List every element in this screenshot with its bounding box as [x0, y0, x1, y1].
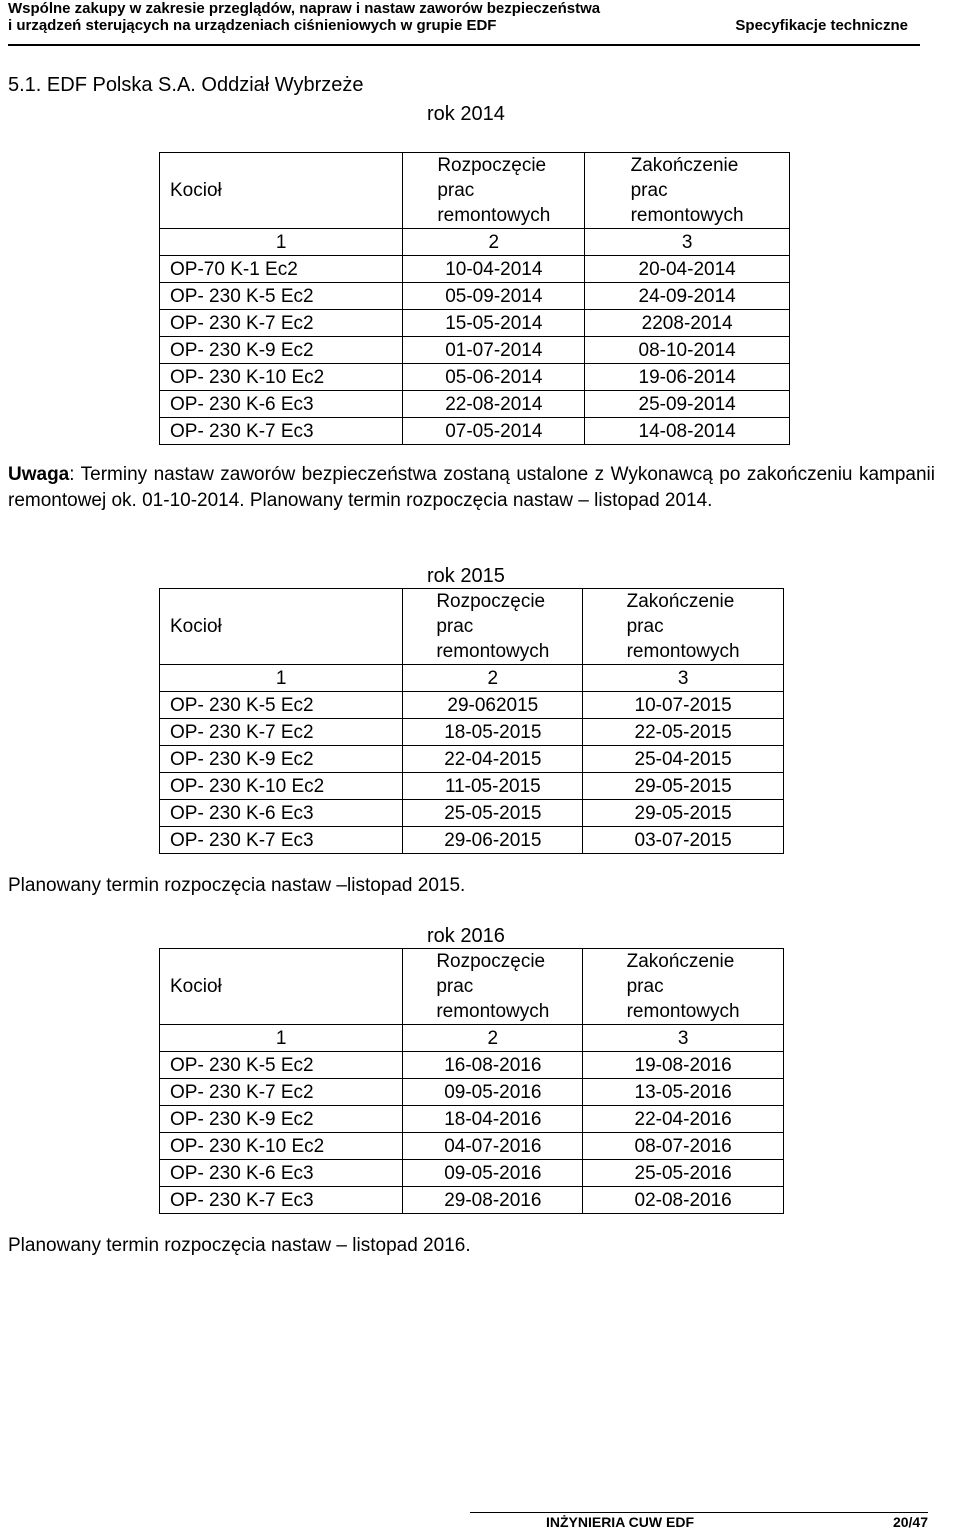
- table-row: [160, 256, 790, 283]
- header-row: [160, 949, 784, 1025]
- table-row: [160, 364, 790, 391]
- year-label-2015: rok 2015: [427, 565, 505, 587]
- column-number: 1: [160, 229, 403, 256]
- boiler-cell: OP- 230 K-9 Ec2: [160, 1106, 403, 1133]
- boiler-cell: OP- 230 K-5 Ec2: [160, 283, 403, 310]
- note-text: : Terminy nastaw zaworów bezpieczeństwa zostaną ustalone z Wykonawcą po zakończeniu kampanii remontowej ok. 01-10-2014. Planowany termin rozpoczęcia nastaw – listopad 2014.: [8, 464, 935, 511]
- header-text-line: prac: [436, 616, 474, 637]
- section-title: 5.1. EDF Polska S.A. Oddział Wybrzeże: [8, 74, 364, 96]
- end-date-cell: 19-08-2016: [583, 1052, 784, 1079]
- column-header-kociol: Kocioł: [160, 153, 403, 229]
- end-date-cell: 25-04-2015: [583, 746, 784, 773]
- page-footer: [0, 1512, 960, 1531]
- start-date-cell: 09-05-2016: [403, 1160, 583, 1187]
- plan-note-2016: Planowany termin rozpoczęcia nastaw – listopad 2016.: [8, 1235, 471, 1256]
- end-date-cell: 2208-2014: [585, 310, 790, 337]
- header-text-line: Rozpoczęcie: [436, 591, 546, 612]
- boiler-cell: OP- 230 K-10 Ec2: [160, 1133, 403, 1160]
- start-date-cell: 05-06-2014: [403, 364, 585, 391]
- column-number: 1: [160, 665, 403, 692]
- start-date-cell: 29-08-2016: [403, 1187, 583, 1214]
- boiler-cell: OP- 230 K-5 Ec2: [160, 1052, 403, 1079]
- footer-label: INŻYNIERIA CUW EDF: [545, 1514, 695, 1530]
- header-text-stack: [436, 949, 549, 1024]
- header-text-line: prac: [626, 616, 664, 637]
- boiler-cell: OP- 230 K-5 Ec2: [160, 692, 403, 719]
- header-text-stack: [437, 153, 550, 228]
- start-date-cell: 18-05-2015: [403, 719, 583, 746]
- header-title-line2: i urządzeń sterujących na urządzeniach ciśnieniowych w grupie EDF: [8, 17, 497, 34]
- column-header-kociol: Kocioł: [160, 589, 403, 665]
- column-number: 2: [403, 1025, 583, 1052]
- note-paragraph: [8, 462, 935, 514]
- header-text-stack: [627, 589, 740, 664]
- page-number: 20/47: [892, 1514, 928, 1530]
- header-text-line: remontowych: [626, 1001, 740, 1022]
- header-text-line: Rozpoczęcie: [436, 951, 546, 972]
- header-text-line: remontowych: [437, 205, 551, 226]
- start-date-cell: 11-05-2015: [403, 773, 583, 800]
- table-row: [160, 1133, 784, 1160]
- boiler-cell: OP- 230 K-6 Ec3: [160, 800, 403, 827]
- end-date-cell: 03-07-2015: [583, 827, 784, 854]
- column-number: 1: [160, 1025, 403, 1052]
- start-date-cell: 07-05-2014: [403, 418, 585, 445]
- start-date-cell: 09-05-2016: [403, 1079, 583, 1106]
- column-number-row: [160, 229, 790, 256]
- boiler-cell: OP-70 K-1 Ec2: [160, 256, 403, 283]
- table-row: [160, 418, 790, 445]
- boiler-cell: OP- 230 K-7 Ec2: [160, 1079, 403, 1106]
- header-title-line1: Wspólne zakupy w zakresie przeglądów, napraw i nastaw zaworów bezpieczeństwa: [8, 0, 601, 17]
- column-number: 3: [585, 229, 790, 256]
- table-row: [160, 773, 784, 800]
- table-2014: [159, 152, 790, 445]
- start-date-cell: 16-08-2016: [403, 1052, 583, 1079]
- column-header-start: [403, 949, 583, 1025]
- header-text-line: Zakończenie: [626, 591, 735, 612]
- column-header-kociol: Kocioł: [160, 949, 403, 1025]
- column-number: 2: [403, 229, 585, 256]
- header-text-stack: [631, 153, 744, 228]
- start-date-cell: 04-07-2016: [403, 1133, 583, 1160]
- page-header: [8, 0, 920, 46]
- header-text-line: remontowych: [436, 1001, 550, 1022]
- boiler-cell: OP- 230 K-10 Ec2: [160, 773, 403, 800]
- column-header-start: [403, 589, 583, 665]
- header-text-line: prac: [436, 976, 474, 997]
- header-text-stack: [627, 949, 740, 1024]
- boiler-cell: OP- 230 K-6 Ec3: [160, 1160, 403, 1187]
- header-text-stack: [436, 589, 549, 664]
- end-date-cell: 29-05-2015: [583, 773, 784, 800]
- table-2016: [159, 948, 784, 1214]
- table-row: [160, 719, 784, 746]
- table-row: [160, 692, 784, 719]
- header-row: [160, 153, 790, 229]
- header-text-line: remontowych: [630, 205, 744, 226]
- table-row: [160, 310, 790, 337]
- table-row: [160, 1106, 784, 1133]
- start-date-cell: 29-06-2015: [403, 827, 583, 854]
- end-date-cell: 19-06-2014: [585, 364, 790, 391]
- header-text-line: Zakończenie: [630, 155, 739, 176]
- header-section-label: Specyfikacje techniczne: [735, 17, 908, 34]
- table-2015: [159, 588, 784, 854]
- header-row: [160, 589, 784, 665]
- end-date-cell: 29-05-2015: [583, 800, 784, 827]
- footer-rule: [470, 1512, 928, 1513]
- header-text-line: prac: [437, 180, 475, 201]
- table-row: [160, 283, 790, 310]
- header-text-line: prac: [626, 976, 664, 997]
- end-date-cell: 22-04-2016: [583, 1106, 784, 1133]
- year-label-2014: rok 2014: [427, 103, 505, 125]
- boiler-cell: OP- 230 K-7 Ec2: [160, 719, 403, 746]
- boiler-cell: OP- 230 K-7 Ec3: [160, 418, 403, 445]
- header-text-line: Rozpoczęcie: [437, 155, 547, 176]
- table-row: [160, 337, 790, 364]
- column-header-end: [583, 589, 784, 665]
- end-date-cell: 10-07-2015: [583, 692, 784, 719]
- column-number: 3: [583, 665, 784, 692]
- boiler-cell: OP- 230 K-9 Ec2: [160, 746, 403, 773]
- boiler-cell: OP- 230 K-7 Ec2: [160, 310, 403, 337]
- table-row: [160, 1079, 784, 1106]
- column-number: 3: [583, 1025, 784, 1052]
- boiler-cell: OP- 230 K-7 Ec3: [160, 1187, 403, 1214]
- header-text-line: prac: [630, 180, 668, 201]
- end-date-cell: 22-05-2015: [583, 719, 784, 746]
- plan-note-2015: Planowany termin rozpoczęcia nastaw –listopad 2015.: [8, 875, 466, 896]
- table-row: [160, 1052, 784, 1079]
- column-header-start: [403, 153, 585, 229]
- year-label-2016: rok 2016: [427, 925, 505, 947]
- end-date-cell: 08-10-2014: [585, 337, 790, 364]
- column-number-row: [160, 1025, 784, 1052]
- header-text-line: remontowych: [626, 641, 740, 662]
- table-row: [160, 391, 790, 418]
- start-date-cell: 10-04-2014: [403, 256, 585, 283]
- end-date-cell: 24-09-2014: [585, 283, 790, 310]
- column-header-end: [583, 949, 784, 1025]
- start-date-cell: 29-062015: [403, 692, 583, 719]
- header-text-line: Zakończenie: [626, 951, 735, 972]
- start-date-cell: 22-08-2014: [403, 391, 585, 418]
- table-row: [160, 1160, 784, 1187]
- table-row: [160, 1187, 784, 1214]
- end-date-cell: 25-09-2014: [585, 391, 790, 418]
- column-number: 2: [403, 665, 583, 692]
- note-label: Uwaga: [8, 464, 70, 485]
- table-row: [160, 827, 784, 854]
- table-row: [160, 746, 784, 773]
- end-date-cell: 02-08-2016: [583, 1187, 784, 1214]
- column-header-end: [585, 153, 790, 229]
- start-date-cell: 01-07-2014: [403, 337, 585, 364]
- boiler-cell: OP- 230 K-7 Ec3: [160, 827, 403, 854]
- start-date-cell: 05-09-2014: [403, 283, 585, 310]
- start-date-cell: 25-05-2015: [403, 800, 583, 827]
- end-date-cell: 08-07-2016: [583, 1133, 784, 1160]
- end-date-cell: 25-05-2016: [583, 1160, 784, 1187]
- header-text-line: remontowych: [436, 641, 550, 662]
- start-date-cell: 22-04-2015: [403, 746, 583, 773]
- start-date-cell: 18-04-2016: [403, 1106, 583, 1133]
- end-date-cell: 13-05-2016: [583, 1079, 784, 1106]
- end-date-cell: 14-08-2014: [585, 418, 790, 445]
- end-date-cell: 20-04-2014: [585, 256, 790, 283]
- boiler-cell: OP- 230 K-9 Ec2: [160, 337, 403, 364]
- boiler-cell: OP- 230 K-6 Ec3: [160, 391, 403, 418]
- start-date-cell: 15-05-2014: [403, 310, 585, 337]
- table-row: [160, 800, 784, 827]
- boiler-cell: OP- 230 K-10 Ec2: [160, 364, 403, 391]
- column-number-row: [160, 665, 784, 692]
